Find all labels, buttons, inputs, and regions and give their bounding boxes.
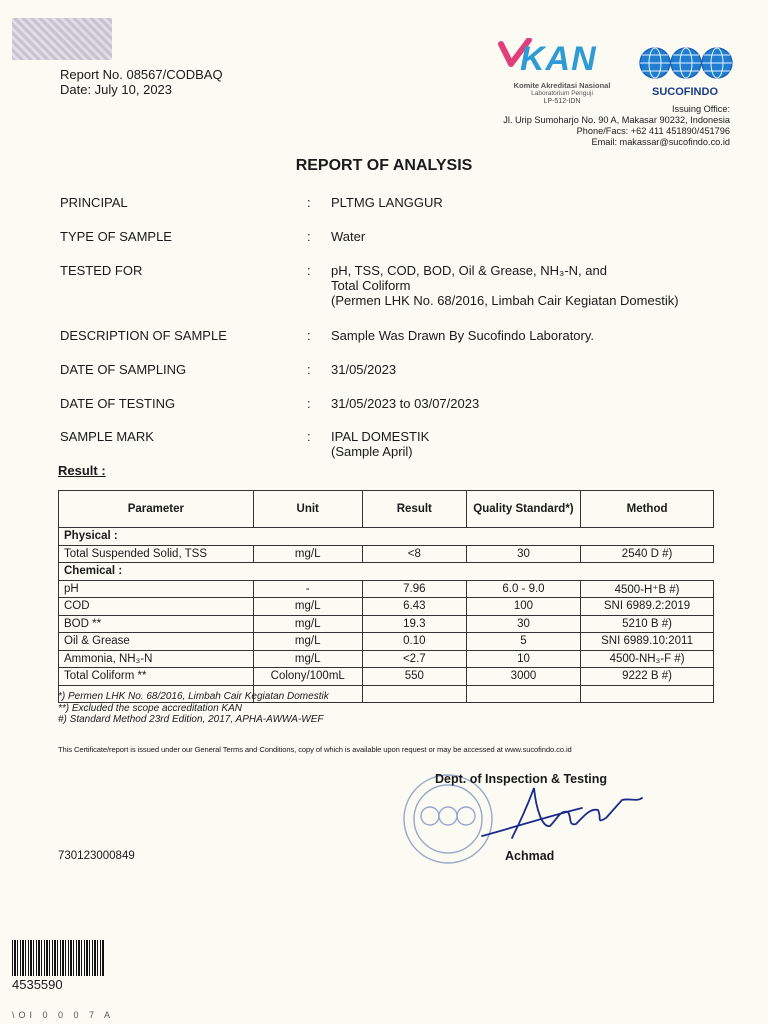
section-header: Chemical : [59, 563, 714, 581]
office-label: Issuing Office: [671, 104, 730, 114]
report-header [60, 67, 223, 97]
field-value: PLTMG LANGGUR [331, 195, 443, 210]
cell-standard: 30 [466, 615, 580, 633]
sucofindo-globe-icon [639, 41, 733, 85]
cell-parameter: Oil & Grease [59, 633, 254, 651]
cell-unit: Colony/100mL [253, 668, 362, 686]
cell-method: 4500-NH₃-F #) [581, 650, 714, 668]
cell-unit: mg/L [253, 633, 362, 651]
field-value: Water [331, 229, 366, 244]
cell-parameter: BOD ** [59, 615, 254, 633]
office-phone: Phone/Facs: +62 411 451890/451796 [576, 126, 730, 136]
cell-standard: 3000 [466, 668, 580, 686]
table-row [59, 615, 714, 633]
cell-method: SNI 6989.10:2011 [581, 633, 714, 651]
sucofindo-logo-text: SUCOFINDO [652, 86, 718, 98]
field-colon: : [307, 328, 311, 343]
note-1: *) Permen LHK No. 68/2016, Limbah Cair Kegiatan Domestik [58, 691, 329, 702]
table-notes [58, 691, 329, 726]
cell-result: 7.96 [362, 580, 466, 598]
field-value: IPAL DOMESTIK (Sample April) [331, 429, 430, 459]
field-colon: : [307, 362, 311, 377]
office-email: Email: makassar@sucofindo.co.id [591, 137, 730, 147]
field-colon: : [307, 263, 311, 278]
cell-result: <2.7 [362, 650, 466, 668]
table-row [59, 545, 714, 563]
field-colon: : [307, 195, 311, 210]
cell-parameter: Ammonia, NH₃-N [59, 650, 254, 668]
report-title: REPORT OF ANALYSIS [295, 157, 473, 174]
kan-line1: Komite Akreditasi Nasional [513, 81, 611, 90]
cell-result: 550 [362, 668, 466, 686]
bottom-mark: \OI 0 0 0 7 A [12, 1010, 115, 1020]
cell-unit: mg/L [253, 598, 362, 616]
cell-standard: 100 [466, 598, 580, 616]
field-value: pH, TSS, COD, BOD, Oil & Grease, NH₃-N, and Total Coliform (Permen LHK No. 68/2016, Limbah Cair Kegiatan Domestik) [331, 263, 679, 308]
barcode [12, 940, 104, 976]
cell-result: 19.3 [362, 615, 466, 633]
cell-unit: mg/L [253, 545, 362, 563]
column-header: Quality Standard*) [466, 491, 580, 528]
disclaimer: This Certificate/report is issued under our General Terms and Conditions, copy of which is available upon request or may be accessed at www.sucofindo.co.id [58, 745, 572, 754]
field-value: Sample Was Drawn By Sucofindo Laboratory. [331, 328, 595, 343]
cell-result: 0.10 [362, 633, 466, 651]
column-header: Method [581, 491, 714, 528]
field-label: TESTED FOR [60, 263, 143, 278]
field-value: 31/05/2023 [331, 362, 397, 377]
kan-logo-text: KAN [520, 40, 597, 78]
cell-unit: mg/L [253, 615, 362, 633]
table-row [59, 668, 714, 686]
cell-method: 5210 B #) [581, 615, 714, 633]
department-name: Dept. of Inspection & Testing [435, 772, 607, 786]
cell-parameter: COD [59, 598, 254, 616]
note-2: **) Excluded the scope accreditation KAN [58, 702, 242, 714]
field-value: 31/05/2023 to 03/07/2023 [331, 396, 480, 411]
table-row [59, 633, 714, 651]
cell-standard: 10 [466, 650, 580, 668]
report-date: Date: July 10, 2023 [60, 82, 173, 97]
cell-result: 6.43 [362, 598, 466, 616]
cell-method: 2540 D #) [581, 545, 714, 563]
field-label: DESCRIPTION OF SAMPLE [60, 328, 227, 343]
cell-method: SNI 6989.2:2019 [581, 598, 714, 616]
cell-standard: 30 [466, 545, 580, 563]
column-header: Result [362, 491, 466, 528]
field-label: DATE OF SAMPLING [60, 362, 187, 377]
cell-unit: - [253, 580, 362, 598]
table-header-row [59, 491, 714, 528]
cell-result [362, 685, 466, 703]
field-label: SAMPLE MARK [60, 429, 154, 444]
field-colon: : [307, 429, 311, 444]
cell-parameter: Total Suspended Solid, TSS [59, 545, 254, 563]
field-label: DATE OF TESTING [60, 396, 176, 411]
field-label: PRINCIPAL [60, 195, 128, 210]
office-address: Jl. Urip Sumoharjo No. 90 A, Makasar 90232, Indonesia [503, 115, 730, 125]
security-watermark [12, 18, 112, 60]
issuing-office [503, 104, 730, 148]
cell-method [581, 685, 714, 703]
result-label: Result : [58, 463, 106, 478]
cell-standard [466, 685, 580, 703]
signer-name: Achmad [505, 849, 555, 863]
results-table [58, 490, 714, 703]
table-row [59, 598, 714, 616]
report-number: Report No. 08567/CODBAQ [60, 67, 223, 82]
table-row [59, 650, 714, 668]
kan-line2: Laboratorium Penguji [531, 90, 593, 97]
cell-result: <8 [362, 545, 466, 563]
table-row [59, 580, 714, 598]
cell-method: 9222 B #) [581, 668, 714, 686]
note-3: #) Standard Method 23rd Edition, 2017, APHA-AWWA-WEF [58, 714, 324, 725]
field-colon: : [307, 396, 311, 411]
cell-unit: mg/L [253, 650, 362, 668]
cell-parameter: pH [59, 580, 254, 598]
signature-icon [472, 778, 652, 850]
column-header: Parameter [59, 491, 254, 528]
section-header: Physical : [59, 528, 714, 546]
kan-line3: LP-512-IDN [543, 98, 581, 105]
cell-method: 4500-H⁺B #) [581, 580, 714, 598]
barcode-number: 4535590 [12, 977, 63, 992]
cell-standard: 5 [466, 633, 580, 651]
reference-number: 730123000849 [58, 850, 135, 862]
field-label: TYPE OF SAMPLE [60, 229, 172, 244]
cell-standard: 6.0 - 9.0 [466, 580, 580, 598]
field-colon: : [307, 229, 311, 244]
column-header: Unit [253, 491, 362, 528]
cell-parameter: Total Coliform ** [59, 668, 254, 686]
